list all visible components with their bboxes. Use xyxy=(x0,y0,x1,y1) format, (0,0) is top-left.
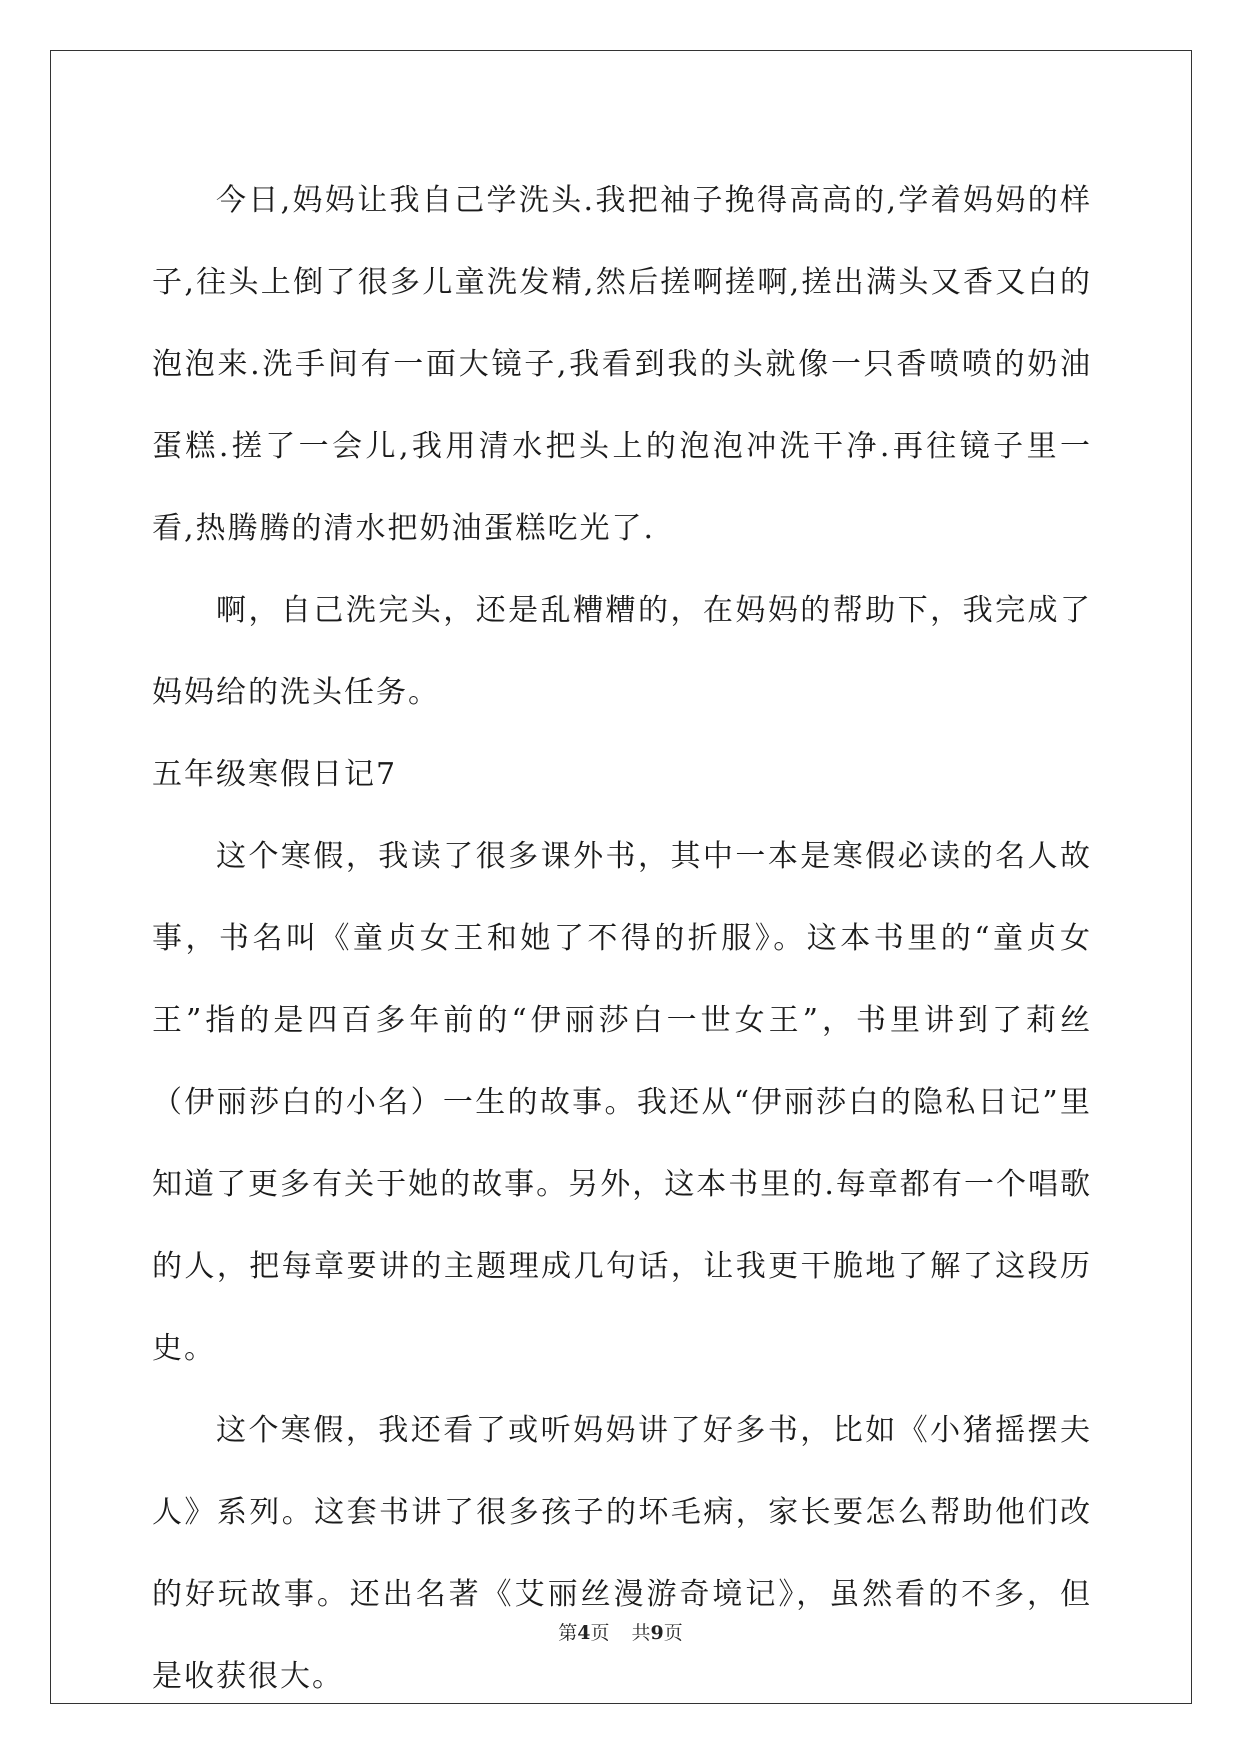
page-number: 4 xyxy=(577,1622,591,1644)
footer-page-suffix: 页 xyxy=(590,1622,610,1644)
document-body xyxy=(152,160,1092,1718)
section-heading: 五年级寒假日记7 xyxy=(152,757,398,792)
page-footer xyxy=(0,1618,1241,1645)
footer-total-suffix: 页 xyxy=(663,1622,683,1644)
paragraph-reading-books: 这个寒假，我读了很多课外书，其中一本是寒假必读的名人故事，书名叫《童贞女王和她了不得的折服》。这本书里的“童贞女王”指的是四百多年前的“伊丽莎白一世女王”，书里讲到了莉丝（伊丽莎白的小名）一生的故事。我还从“伊丽莎白的隐私日记”里知道了更多有关于她的故事。另外，这本书里的.每章都有一个唱歌的人，把每章要讲的主题理成几句话，让我更干脆地了解了这段历史。 xyxy=(152,839,1092,1366)
footer-prefix: 第 xyxy=(558,1622,578,1644)
paragraph-wash-hair: 今日,妈妈让我自己学洗头.我把袖子挽得高高的,学着妈妈的样子,往头上倒了很多儿童洗发精,然后搓啊搓啊,搓出满头又香又白的泡泡来.洗手间有一面大镜子,我看到我的头就像一只香喷喷的奶油蛋糕.搓了一会儿,我用清水把头上的泡泡冲洗干净.再往镜子里一看,热腾腾的清水把奶油蛋糕吃光了. xyxy=(152,183,1092,546)
paragraph-wash-hair-result: 啊，自己洗完头，还是乱糟糟的，在妈妈的帮助下，我完成了妈妈给的洗头任务。 xyxy=(152,593,1092,710)
total-pages: 9 xyxy=(650,1622,664,1644)
paragraph-more-books: 这个寒假，我还看了或听妈妈讲了好多书，比如《小猪摇摆夫人》系列。这套书讲了很多孩子的坏毛病，家长要怎么帮助他们改的好玩故事。还出名著《艾丽丝漫游奇境记》，虽然看的不多，但是收获很大。 xyxy=(152,1413,1092,1694)
footer-total-prefix: 共 xyxy=(631,1622,651,1644)
